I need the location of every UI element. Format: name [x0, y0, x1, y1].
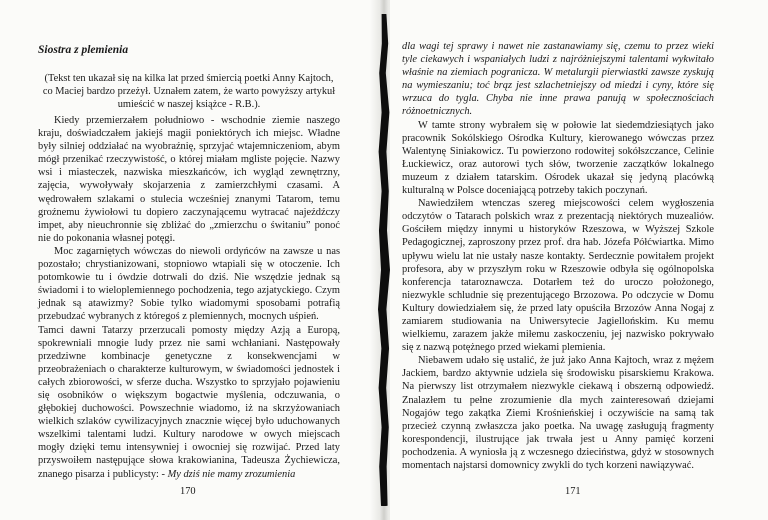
paragraph: W tamte strony wybrałem się w połowie lat siedemdziesiątych jako pracownik Sokólskiego Ośrodka Kultury, kierowanego wówczas przez Walentynę Siniakowicz. Tu powierzono rodowitej sokółszczance, Celinie Łuckiewicz, oraz autorowi tych słów, tworzenie zaczątków lokalnego muzeum z działem tatarskim. Ośrodek ukazał się jedyną placówką kulturalną w Polsce doceniającą potrzeby takich poczynań. — [402, 119, 714, 197]
page-number-right: 171 — [565, 486, 581, 497]
page-number-left: 170 — [180, 486, 196, 497]
left-page — [0, 0, 378, 520]
paragraph: Niebawem udało się ustalić, że już jako Anna Kajtoch, wraz z mężem Jackiem, bardzo aktywnie udziela się środowisku pisarskiemu Krakowa. Na pierwszy list otrzymałem niezwykle ciekawą i obszerną odpowiedź. Znalazłem tu pełne zrozumienie dla mych zainteresowań dziejami Nogajów tego zakątka Ziemi Krośnieńskiej i oczywiście na samą tak przecież czynną zwłaszcza jako poetka. Na uwagę zasługują fragmenty korespondencji, ilustrujące jak trwała jest u Anny pamięć korzeni pochodzenia. A wyniosła ją z wczesnego dzieciństwa, gdyż w stosownych momentach najstarsi domownicy zwykli do tych korzeni nawiązywać. — [402, 355, 714, 471]
paragraph: Kiedy przemierzałem południowo - wschodnie ziemie naszego kraju, doświadczałem jakiejś magii poniektórych ich miejsc. Władne były silniej oddziałać na wyobraźnię, sprzyjać wtajemniczeniom, abym mógł przenikać rzeczywistość, o której miałam mgliste pojęcie. Nazwy wsi i miasteczek, nazwiska mieszkańców, ich wygląd zewnętrzny, zajęcia, wywoływały skojarzenia z zamierzchłymi czasami. A wędrowałem szlakami o stulecia wcześniej znanymi Tatarom, temu groźnemu żywiołowi tu dopiero zaczynającemu wytracać najeźdźczy impet, aby nieuchronnie się zbliżać do „zmierzchu o świtaniu” ponoć nie do pokonania własnej potęgi. — [38, 115, 340, 244]
paragraph: Moc zagarniętych wówczas do niewoli ordyńców na zawsze u nas pozostało; chrystianizowani, stopniowo wtapiali się w otoczenie. Ich potomkowie tu i ówdzie dotrwali do dziś. Nie wszędzie jednak są świadomi i to wieloplemiennego pochodzenia, tego azjatyckiego. Czym jednak są atawizmy? Sobie tylko wiadomymi sposobami potrafią przebudzać wybranych z któregoś z plemiennych, mocnych uśpień. — [38, 245, 340, 323]
chapter-heading: Siostra z plemienia — [38, 44, 129, 56]
quote-start: - My dziś nie mamy zrozumienia — [161, 468, 296, 480]
editor-note: (Tekst ten ukazał się na kilka lat przed śmiercią poetki Anny Kajtoch, co Maciej bardzo przeżył. Uznałem zatem, że warto powyższy artykuł umieścić w naszej książce - R.B.). — [42, 73, 336, 111]
paragraph: Nawiedziłem wtenczas szereg miejscowości celem wygłoszenia odczytów o Tatarach polskich wraz z prezentacją niektórych muzealiów. Gościłem między innymi u historyków Rzeszowa, w Wyższej Szkole Pedagogicznej, zaproszony przez prof. dra hab. Józefa Półćwiartka. Mimo upływu wielu lat nie ustały nasze kontakty. Serdecznie powitałem projekt profesora, aby w przyszłym roku w Rzeszowie odbyła się ogólnopolska konferencja tataroznawcza. Dotarłem też do uroczo położonego, niezwykle schludnie się prezentującego Brzozowa. Po odczycie w Domu Kultury dowiedziałem się, że przed laty opuściła Brzozów Anna Nogaj z zamiarem studiowania na Uniwersytecie Jagiellońskim. Ku memu wielkiemu, zarazem jakże miłemu zaskoczeniu, jej nazwisko pokrywało się z nazwą potężnego przed wiekami plemienia. — [402, 198, 714, 354]
left-page-body — [38, 114, 340, 481]
right-page-body — [402, 40, 714, 472]
paragraph: Tamci dawni Tatarzy przerzucali pomosty między Azją a Europą, spokrewniali mnogie ludy przez nie sami wchłaniani. Następowały przedziwne kombinacje genetyczne z konsekwencjami w przeobrażeniach o charakterze kulturowym, w świadomości jednostek i całych zbiorowości, w sferze ducha. Wszystko to sprzyjało pojawieniu się osobników o większym bogactwie myślenia, odczuwania, o głębokiej duchowości. Powszechnie wiadomo, iż na skrzyżowaniach wielkich szlaków cywilizacyjnych znacznie więcej było uduchowanych wszelkimi talentami ludzi. Kultury narodowe w owych miejscach mogły dzięki temu intensywniej i owocniej się rozwijać. Przed laty przyswoiłem następujące słowa krakowianina, Tadeusza Żychiewicza, znanego pisarza i publicysty: - My dziś nie mamy zrozumienia — [38, 324, 340, 480]
quote-continuation: dla wagi tej sprawy i nawet nie zastanawiamy się, czemu to przez wieki tyle ciekawych i wspaniałych ludzi z najróżniejszymi talentami wykwitało właśnie na ziemiach pogranicza. W metalurgii pierwiastki zawsze zyskują na wymieszaniu; toć brąz jest szlachetniejszy od miedzi i cyny, które się wrzuca do tygla. Chyba nie inne prawa panują w społecznościach różnoetnicznych. — [402, 41, 714, 118]
